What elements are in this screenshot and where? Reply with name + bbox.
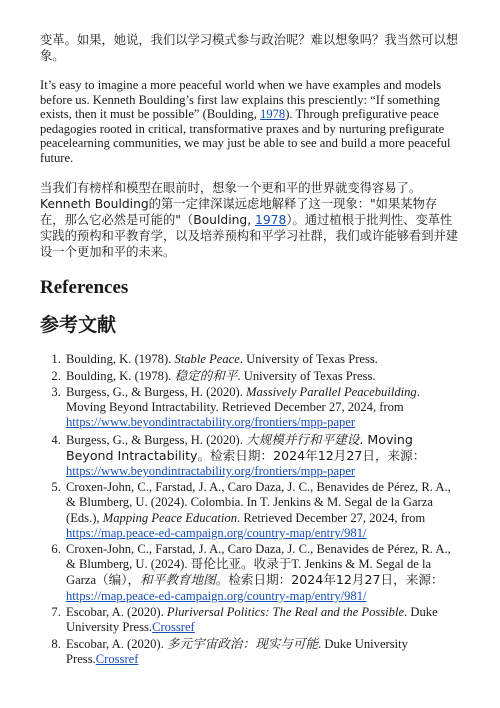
reference-source: 。检索日期：2024年12月27日，来源： — [215, 572, 444, 588]
citation-link-1978[interactable]: 1978 — [260, 107, 286, 122]
reference-title: 和平教育地图 — [140, 572, 216, 588]
reference-item — [64, 385, 460, 431]
references-heading-zh: 参考文献 — [40, 313, 117, 336]
reference-source: . Moving Beyond Intractability。检索日期：2024年12月27日，来源： — [66, 431, 426, 463]
reference-authors: Boulding, K. (1978). — [66, 351, 175, 366]
reference-publisher: . University of Texas Press. — [239, 351, 378, 366]
paragraph-en-text-after: ). Through prefigurative peace pedagogies rooted in critical, transformative praxes and by nurturing prefigurate peacelearning communities, we may just be able to see and build a more peaceful future. — [40, 107, 451, 165]
citation-link-1978-zh[interactable]: 1978 — [255, 212, 287, 227]
reference-url-link[interactable]: https://map.peace-ed-campaign.org/country-map/entry/981/ — [66, 588, 367, 603]
reference-authors: Boulding, K. (1978). — [66, 368, 175, 383]
reference-item — [64, 432, 460, 480]
reference-url-link[interactable]: https://www.beyondintractability.org/frontiers/mpp-paper — [66, 463, 356, 478]
reference-authors: Burgess, G., & Burgess, H. (2020). — [66, 432, 247, 447]
paragraph-zh-text-before: 当我们有榜样和模型在眼前时，想象一个更和平的世界就变得容易了。Kenneth Boulding的第一定律深谋远虑地解释了这一现象："如果某物存在，那么它必然是可能的"（Boulding, — [40, 180, 438, 227]
reference-item — [64, 636, 460, 667]
reference-publisher: . University of Texas Press. — [237, 368, 376, 383]
reference-title: 稳定的和平 — [174, 367, 238, 383]
reference-url-link[interactable]: https://www.beyondintractability.org/frontiers/mpp-paper — [66, 415, 356, 430]
reference-publisher: . Duke University Press. — [66, 637, 408, 667]
reference-publisher: . Duke University Press. — [66, 604, 438, 635]
crossref-link[interactable]: Crossref — [95, 652, 139, 667]
references-heading: References — [40, 276, 129, 298]
paragraph-zh-text-after: ）。通过植根于批判性、变革性实践的预构和平教育学，以及培养预构和平学习社群，我们或许能够看到并建设一个更加和平的未来。 — [40, 212, 459, 259]
reference-title: Massively Parallel Peacebuilding — [246, 384, 417, 399]
reference-title: Mapping Peace Education — [102, 510, 238, 525]
reference-authors: Burgess, G., & Burgess, H. (2020). — [66, 384, 247, 399]
reference-title: Pluriversal Politics: The Real and the Possible — [166, 604, 405, 619]
reference-item — [64, 368, 460, 384]
reference-item — [64, 605, 460, 635]
crossref-link[interactable]: Crossref — [152, 620, 195, 635]
reference-item — [64, 542, 460, 604]
paragraph-zh-boulding — [40, 180, 460, 260]
reference-title: 多元宇宙政治：现实与可能 — [166, 636, 319, 652]
reference-authors: Croxen-John, C., Farstad, J. A., Caro Daza, J. C., Benavides de Pérez, R. A., & Blumberg, U. (2024). 哥伦比亚。收录于T. Jenkins & M. Segal de la Garza（编）， — [66, 542, 451, 588]
reference-source: . Moving Beyond Intractability. Retrieved December 27, 2024, from — [66, 384, 420, 415]
paragraph-en-text-before: It’s easy to imagine a more peaceful world when we have examples and models before us. Kenneth Boulding’s first law explains this presciently: “If something exists, then it must be possible” (Boulding, — [40, 78, 442, 122]
reference-list — [40, 352, 460, 668]
reference-title: Stable Peace — [174, 351, 240, 366]
paragraph-zh-intro: 变革。如果，她说，我们以学习模式参与政治呢？难以想象吗？我当然可以想象。 — [40, 33, 459, 63]
paragraph-en-boulding — [40, 78, 460, 166]
reference-title: 大规模并行和平建设 — [246, 431, 360, 447]
reference-authors: Escobar, A. (2020). — [66, 637, 167, 652]
reference-url-link[interactable]: https://map.peace-ed-campaign.org/country-map/entry/981/ — [66, 525, 367, 540]
reference-item — [64, 480, 460, 541]
reference-authors: Escobar, A. (2020). — [66, 604, 167, 619]
reference-item — [64, 352, 460, 367]
reference-authors: Croxen-John, C., Farstad, J. A., Caro Daza, J. C., Benavides de Pérez, R. A., & Blumberg, U. (2024). Colombia. In T. Jenkins & M. Segal de la Garza (Eds.), — [66, 480, 451, 525]
reference-source: . Retrieved December 27, 2024, from — [237, 510, 426, 525]
